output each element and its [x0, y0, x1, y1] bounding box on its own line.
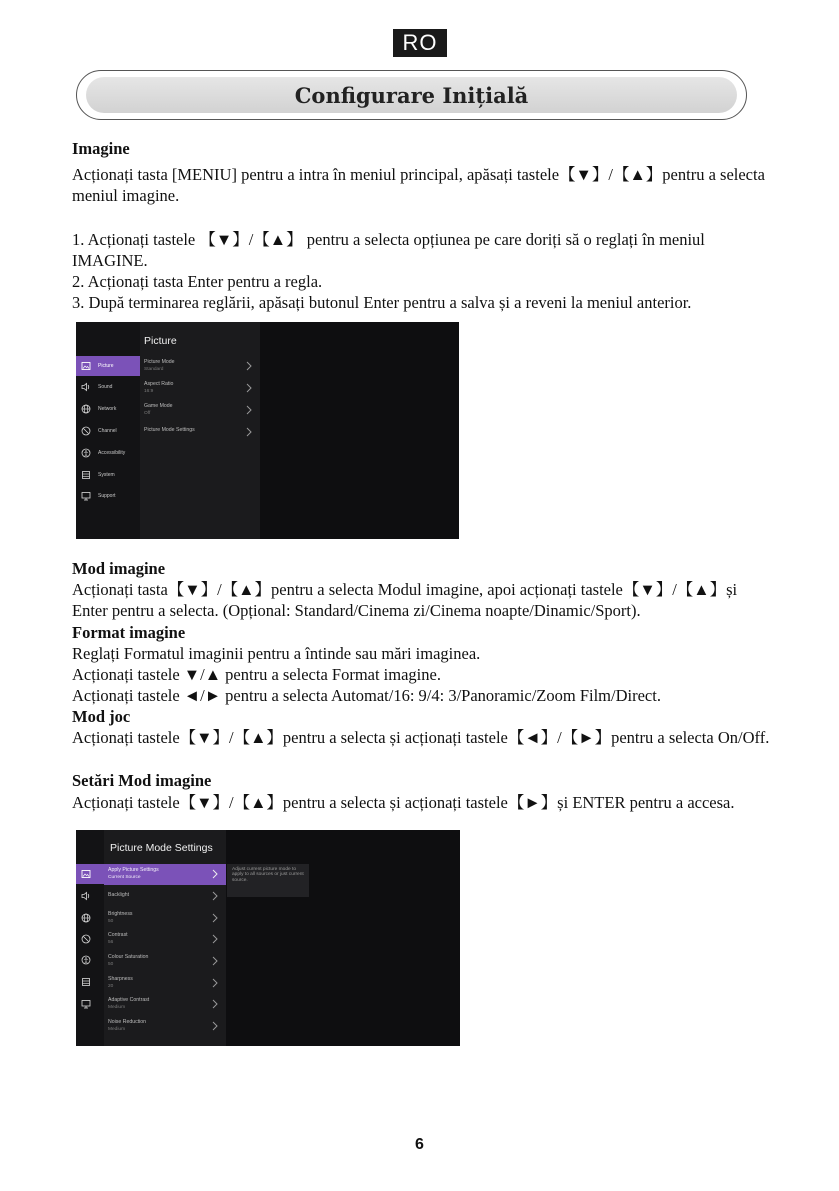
- menu-item-aspect-ratio[interactable]: [140, 378, 260, 399]
- sound-icon: [81, 891, 91, 901]
- menu-item-value: Off: [144, 411, 151, 416]
- sidebar-item-system[interactable]: [76, 465, 140, 485]
- chevron-right-icon: [210, 1020, 220, 1032]
- mod-imagine-heading: Mod imagine: [72, 559, 166, 578]
- menu-item-label: Picture Mode Settings: [144, 427, 195, 433]
- sidebar-item-sound[interactable]: [76, 377, 140, 397]
- menu-item-noise-reduction[interactable]: [104, 1016, 226, 1037]
- sidebar-label: System: [98, 472, 115, 478]
- menu-item-value: 20: [108, 984, 114, 989]
- picture-settings-panel: [140, 322, 260, 539]
- menu-item-value: Medium: [108, 1005, 126, 1010]
- sidebar-item-network[interactable]: [76, 399, 140, 419]
- sidebar-label: Picture: [98, 363, 114, 369]
- menu-item-label: Sharpness: [108, 976, 133, 982]
- sidebar-item-support[interactable]: [76, 486, 140, 506]
- menu-item-backlight[interactable]: [104, 886, 226, 907]
- imagine-step-1: 1. Acționați tastele 【▼】/【▲】 pentru a selecta opțiunea pe care doriți să o reglați în meniul IMAGINE.: [72, 230, 705, 270]
- panel-title: Picture: [144, 335, 177, 347]
- menu-item-picture-mode[interactable]: [140, 356, 260, 377]
- setari-heading: Setări Mod imagine: [72, 771, 212, 790]
- chevron-right-icon: [210, 912, 220, 924]
- menu-item-value: Medium: [108, 1027, 126, 1032]
- menu-item-label: Backlight: [108, 892, 130, 898]
- system-icon: [81, 977, 91, 987]
- picture-icon: [81, 361, 91, 371]
- chevron-right-icon: [210, 933, 220, 945]
- menu-item-label: Colour Saturation: [108, 954, 149, 960]
- chevron-right-icon: [210, 998, 220, 1010]
- menu-item-value: 50: [108, 962, 114, 967]
- chevron-right-icon: [210, 868, 220, 880]
- sidebar-label: Support: [98, 493, 116, 499]
- menu-item-colour-saturation[interactable]: [104, 951, 226, 972]
- sidebar-item-support[interactable]: [76, 994, 104, 1014]
- menu-item-label: Aspect Ratio: [144, 381, 174, 387]
- chevron-right-icon: [244, 404, 254, 416]
- menu-item-value: 16:9: [144, 389, 154, 394]
- system-icon: [81, 470, 91, 480]
- menu-item-label: Apply Picture Settings: [108, 867, 159, 873]
- menu-item-value: 56: [108, 940, 114, 945]
- chevron-right-icon: [244, 426, 254, 438]
- menu-item-label: Noise Reduction: [108, 1019, 147, 1025]
- sidebar-label: Sound: [98, 384, 113, 390]
- network-icon: [81, 913, 91, 923]
- accessibility-icon: [81, 448, 91, 458]
- picture-mode-settings-panel: [104, 830, 226, 1046]
- sidebar-item-network[interactable]: [76, 908, 104, 928]
- network-icon: [81, 404, 91, 414]
- tv-sidebar: [76, 830, 104, 1046]
- channel-icon: [81, 934, 91, 944]
- section-title: Configurare Inițială: [294, 82, 529, 108]
- imagine-step-3: 3. După terminarea reglării, apăsați butonul Enter pentru a salva și a reveni la meniul anterior.: [72, 293, 692, 312]
- chevron-right-icon: [210, 890, 220, 902]
- menu-item-value: Standard: [144, 367, 164, 372]
- setari-paragraph: Acționați tastele【▼】/【▲】pentru a selecta și acționați tastele【►】și ENTER pentru a accesa.: [72, 793, 735, 812]
- chevron-right-icon: [244, 382, 254, 394]
- menu-item-value: Current Source: [108, 875, 141, 880]
- picture-icon: [81, 869, 91, 879]
- sidebar-item-sound[interactable]: [76, 886, 104, 906]
- support-icon: [81, 999, 91, 1009]
- accessibility-icon: [81, 955, 91, 965]
- sidebar-item-accessibility[interactable]: [76, 443, 140, 463]
- tv-sidebar: [76, 322, 140, 539]
- help-tooltip: Adjust current picture mode to apply to all sources or just current source.: [227, 864, 309, 897]
- menu-item-picture-mode-settings[interactable]: [140, 422, 260, 443]
- page-number: 6: [415, 1136, 424, 1153]
- mod-imagine-paragraph: Acționați tasta【▼】/【▲】pentru a selecta Modul imagine, apoi acționați tastele【▼】/【▲】și Enter pentru a selecta. (Opțional: Standard/Cinema zi/Cinema noapte/Dinamic/Sport).: [72, 580, 738, 620]
- sidebar-item-picture[interactable]: [76, 356, 140, 376]
- support-icon: [81, 491, 91, 501]
- format-imagine-p3: Acționați tastele ◄/► pentru a selecta Automat/16: 9/4: 3/Panoramic/Zoom Film/Direct.: [72, 686, 661, 705]
- sidebar-item-picture[interactable]: [76, 864, 104, 884]
- menu-item-label: Contrast: [108, 932, 128, 938]
- channel-icon: [81, 426, 91, 436]
- menu-item-label: Adaptive Contrast: [108, 997, 150, 1003]
- menu-item-label: Brightness: [108, 911, 133, 917]
- picture-mode-settings-screenshot: [76, 830, 460, 1046]
- menu-item-value: 50: [108, 919, 114, 924]
- section-title-bar: [86, 77, 737, 113]
- menu-item-label: Picture Mode: [144, 359, 175, 365]
- imagine-heading: Imagine: [72, 139, 130, 158]
- sidebar-item-channel[interactable]: [76, 929, 104, 949]
- menu-item-apply-picture-settings[interactable]: [104, 864, 226, 885]
- mod-joc-heading: Mod joc: [72, 707, 131, 726]
- sidebar-item-accessibility[interactable]: [76, 950, 104, 970]
- format-imagine-p1: Reglați Formatul imaginii pentru a întinde sau mări imaginea.: [72, 644, 481, 663]
- mod-joc-paragraph: Acționați tastele【▼】/【▲】pentru a selecta și acționați tastele【◄】/【►】pentru a selecta On/Off.: [72, 728, 770, 747]
- sound-icon: [81, 382, 91, 392]
- menu-item-brightness[interactable]: [104, 908, 226, 929]
- chevron-right-icon: [244, 360, 254, 372]
- imagine-paragraph: Acționați tasta [MENIU] pentru a intra în meniul principal, apăsați tastele【▼】/【▲】pentru a selecta meniul imagine.: [72, 165, 765, 205]
- chevron-right-icon: [210, 977, 220, 989]
- menu-item-contrast[interactable]: [104, 929, 226, 950]
- format-imagine-heading: Format imagine: [72, 623, 186, 642]
- imagine-step-2: 2. Acționați tasta Enter pentru a regla.: [72, 272, 323, 291]
- panel-title: Picture Mode Settings: [110, 842, 213, 854]
- chevron-right-icon: [210, 955, 220, 967]
- section-title-frame: [76, 70, 747, 120]
- menu-item-sharpness[interactable]: [104, 973, 226, 994]
- sidebar-item-system[interactable]: [76, 972, 104, 992]
- menu-item-label: Game Mode: [144, 403, 173, 409]
- sidebar-label: Accessibility: [98, 450, 126, 456]
- sidebar-item-channel[interactable]: [76, 421, 140, 441]
- sidebar-label: Channel: [98, 428, 117, 434]
- language-badge: RO: [393, 29, 447, 57]
- picture-menu-screenshot: [76, 322, 459, 539]
- menu-item-game-mode[interactable]: [140, 400, 260, 421]
- menu-item-adaptive-contrast[interactable]: [104, 994, 226, 1015]
- sidebar-label: Network: [98, 406, 117, 412]
- format-imagine-p2: Acționați tastele ▼/▲ pentru a selecta Format imagine.: [72, 665, 441, 684]
